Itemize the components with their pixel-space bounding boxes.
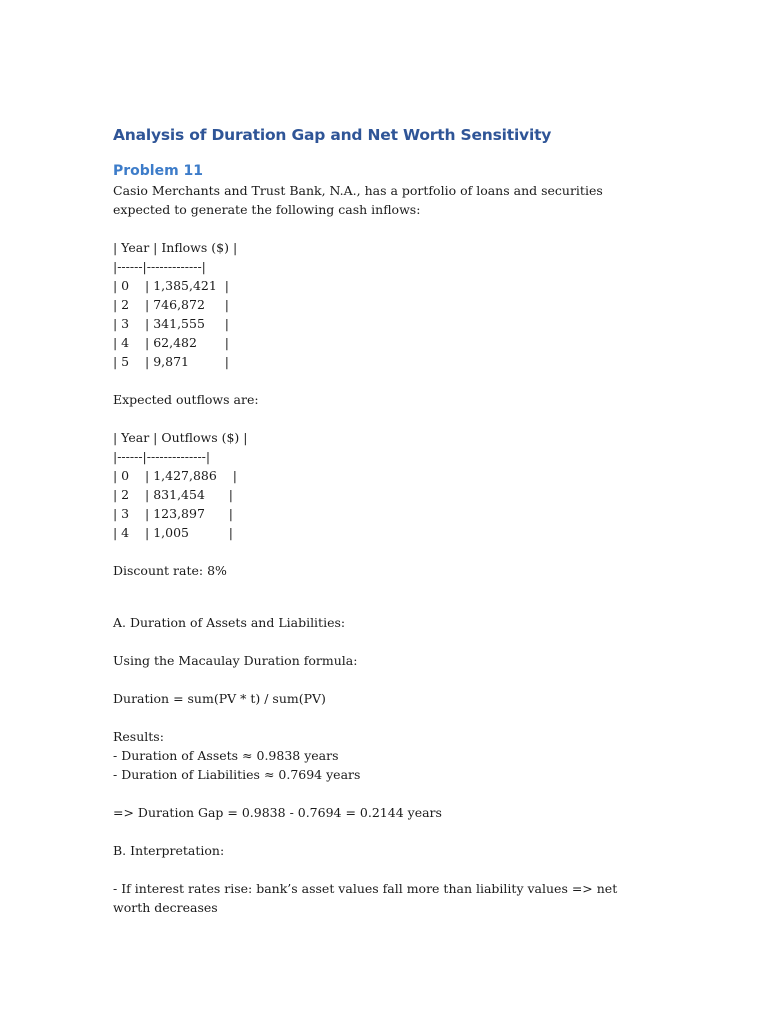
results-label: Results: [113,729,164,744]
inflows-table-row: | 0 | 1,385,421 | [113,278,229,293]
inflows-table-separator: |------|-------------| [113,259,206,274]
inflows-table [113,238,653,371]
inflows-table-row: | 2 | 746,872 | [113,297,229,312]
outflows-table-row: | 2 | 831,454 | [113,487,233,502]
outflows-table-row: | 0 | 1,427,886 | [113,468,237,483]
macaulay-intro: Using the Macaulay Duration formula: [113,653,358,668]
discount-rate: Discount rate: 8% [113,563,227,578]
outflows-intro: Expected outflows are: [113,392,259,407]
spacer [113,219,653,238]
spacer [113,860,653,879]
intro-paragraph: Casio Merchants and Trust Bank, N.A., has a portfolio of loans and securities expected to generate the following cash inflows: [113,183,603,217]
outflows-table-separator: |------|--------------| [113,449,211,464]
problem-heading: Problem 11 [113,163,204,179]
result-item: - Duration of Liabilities ≈ 0.7694 years [113,767,361,782]
duration-formula: Duration = sum(PV * t) / sum(PV) [113,691,326,706]
spacer [113,632,653,651]
spacer [113,409,653,428]
section-a-heading: A. Duration of Assets and Liabilities: [113,615,346,630]
inflows-table-row: | 5 | 9,871 | [113,354,229,369]
spacer [113,599,653,613]
spacer [113,371,653,390]
spacer [113,784,653,803]
spacer [113,708,653,727]
result-item: - Duration of Assets ≈ 0.9838 years [113,748,339,763]
section-b-heading: B. Interpretation: [113,843,225,858]
duration-gap: => Duration Gap = 0.9838 - 0.7694 = 0.2144 years [113,805,442,820]
inflows-table-header: | Year | Inflows ($) | [113,240,238,255]
outflows-table-row: | 4 | 1,005 | [113,525,233,540]
spacer [113,670,653,689]
spacer [113,822,653,841]
inflows-table-row: | 3 | 341,555 | [113,316,229,331]
inflows-table-row: | 4 | 62,482 | [113,335,229,350]
outflows-table-header: | Year | Outflows ($) | [113,430,248,445]
spacer [113,580,653,599]
document-page [113,124,653,917]
document-title: Analysis of Duration Gap and Net Worth Sensitivity [113,126,552,144]
spacer [113,542,653,561]
outflows-table-row: | 3 | 123,897 | [113,506,233,521]
outflows-table [113,428,653,542]
interpretation-item: - If interest rates rise: bank’s asset values fall more than liability values => net worth decreases [113,881,618,915]
